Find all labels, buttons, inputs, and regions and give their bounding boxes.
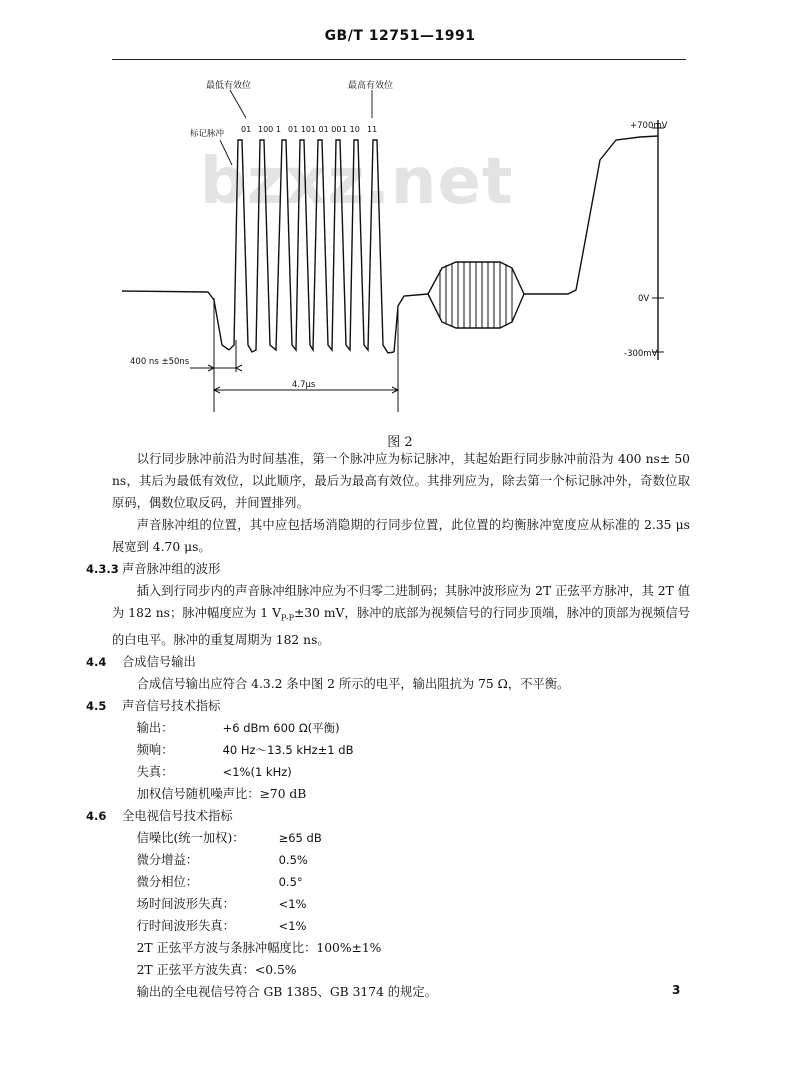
waveform-rise xyxy=(524,136,658,294)
page-header-title: GB/T 12751—1991 xyxy=(324,28,476,44)
waveform-sync-edge xyxy=(122,291,229,350)
body-text xyxy=(86,448,690,1003)
spec-row: 微分相位： 0.5° xyxy=(136,875,303,890)
level-minus-300: -300mV xyxy=(624,349,658,359)
section-number: 4.4 xyxy=(86,655,107,670)
level-plus-700: +700mV xyxy=(630,121,668,131)
paragraph-pulse-waveform: 插入到行同步内的声音脉冲组脉冲应为不归零二进制码；其脉冲波形应为 2T 正弦平方脉冲，其 2T 值为 182 ns；脉冲幅度应为 1 $V_{P-P}\pm 30$ mV，脉冲的底部为视频信号的行同步顶端，脉冲的顶部为视频信号的白电平。脉冲的重复周期为 182 ns。 xyxy=(112,584,690,648)
lowest-bit-pointer xyxy=(230,90,246,118)
bit-pattern-2: 100 1 xyxy=(258,125,281,134)
section-number: 4.5 xyxy=(86,699,107,714)
section-title: 声音脉冲组的波形 xyxy=(122,562,221,576)
section-title: 声音信号技术指标 xyxy=(122,699,221,714)
waveform-figure xyxy=(0,60,800,430)
paragraph-pulse-position: 声音脉冲组的位置，其中应包括场消隐期的行同步位置，此位置的均衡脉冲宽度应从标准的 2.35 μs展宽到 4.70 μs。 xyxy=(112,518,690,554)
section-4-4-heading xyxy=(86,651,690,673)
bit-pattern-3: 01 101 01 00 xyxy=(288,125,342,134)
marker-pulse-pointer xyxy=(220,140,232,165)
section-4-6-heading xyxy=(86,805,690,827)
section-title: 合成信号输出 xyxy=(122,655,196,670)
spec-snr: 加权信号随机噪声比：≥70 dB xyxy=(136,787,307,802)
section-number: 4.3.3 xyxy=(86,562,119,576)
level-zero: 0V xyxy=(638,294,650,304)
label-lowest-bit: 最低有效位 xyxy=(206,81,252,91)
spec-row: 输出： +6 dBm 600 Ω(平衡) xyxy=(136,721,340,736)
timing-4-7us: 4.7μs xyxy=(292,380,316,390)
section-title: 全电视信号技术指标 xyxy=(122,809,233,824)
figure-caption: 图 2 xyxy=(387,435,413,450)
label-marker-pulse: 标记脉冲 xyxy=(190,129,225,139)
sound-pulse-group xyxy=(229,140,394,353)
paragraph-time-reference: 以行同步脉冲前沿为时间基准，第一个脉冲应为标记脉冲，其起始距行同步脉冲前沿为 400 ns± 50 ns，其后为最低有效位，以此顺序，最后为最高有效位。其排列应为，除去第一个标记脉冲外，奇数位取原码，偶数位取反码，并间置排列。 xyxy=(112,452,690,510)
spec-2t-distortion: 2T 正弦平方波失真：<0.5% xyxy=(136,963,297,978)
spec-row: 行时间波形失真： <1% xyxy=(136,919,307,934)
page-number: 3 xyxy=(672,983,681,997)
timing-400ns: 400 ns ±50ns xyxy=(130,357,190,367)
waveform-back-porch xyxy=(394,294,428,352)
spec-row: 信噪比(统一加权)： ≥65 dB xyxy=(136,831,322,846)
spec-row: 频响： 40 Hz～13.5 kHz±1 dB xyxy=(136,743,354,758)
section-4-5-heading xyxy=(86,695,690,717)
label-highest-bit: 最高有效位 xyxy=(348,81,394,91)
paragraph-composite-output: 合成信号输出应符合 4.3.2 条中图 2 所示的电平，输出阻抗为 75 Ω，不平衡。 xyxy=(136,677,570,692)
spec-2t-ratio: 2T 正弦平方波与条脉冲幅度比：100%±1% xyxy=(136,941,382,956)
bit-pattern-5: 11 xyxy=(367,125,378,134)
burst-hatching xyxy=(440,262,512,328)
bit-pattern-4: 1 10 xyxy=(342,125,360,134)
spec-row: 场时间波形失真： <1% xyxy=(136,897,307,912)
section-4-3-3-heading xyxy=(86,558,690,580)
bit-pattern-1: 01 xyxy=(241,125,252,134)
spec-standards-compliance: 输出的全电视信号符合 GB 1385、GB 3174 的规定。 xyxy=(136,985,437,1000)
spec-row: 失真： <1%(1 kHz) xyxy=(136,765,292,780)
watermark: bzxz.net xyxy=(200,145,514,219)
spec-row: 微分增益： 0.5% xyxy=(136,853,308,868)
section-number: 4.6 xyxy=(86,809,107,824)
